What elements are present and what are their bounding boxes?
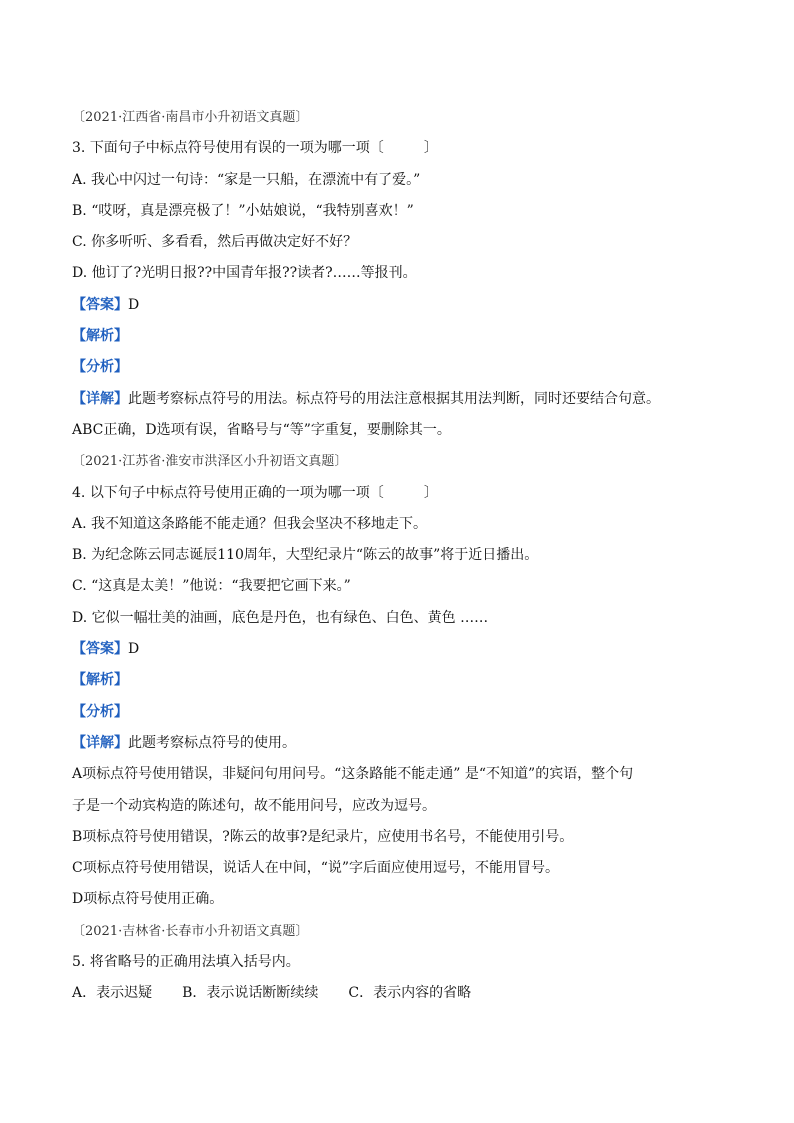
section-text: D <box>128 641 140 658</box>
question-stem <box>72 133 732 164</box>
section-tag: 【详解】 <box>72 734 128 751</box>
text-line: D. 他订了?光明日报??中国青年报??读者?……等报刊。 <box>72 265 417 282</box>
section-tag: 【详解】 <box>72 390 128 407</box>
answer-section <box>72 384 732 415</box>
bracket-close: 〕 <box>423 484 438 501</box>
section-tag: 【解析】 <box>72 672 128 689</box>
option-item: B．表示说话断断续续 <box>182 985 319 1002</box>
text-line: 5. 将省略号的正确用法填入括号内。 <box>72 954 300 971</box>
text-line: C项标点符号使用错误，说话人在中间，“说”字后面应使用逗号，不能用冒号。 <box>72 860 560 877</box>
section-tag: 【分析】 <box>72 703 128 720</box>
answer-section <box>72 634 732 665</box>
section-tag: 【解析】 <box>72 328 128 345</box>
text-line: D项标点符号使用正确。 <box>72 891 224 908</box>
text-line: C. 你多听听、多看看，然后再做决定好不好？ <box>72 234 358 251</box>
answer-section <box>72 352 732 383</box>
document-content <box>72 102 732 1010</box>
answer-section <box>72 697 732 728</box>
text-line: B. “哎呀，真是漂亮极了！”小姑娘说，“我特别喜欢！” <box>72 202 414 219</box>
question-text: 以下句子中标点符号使用正确的一项为哪一项〔 <box>89 484 384 501</box>
text-line: A. 我不知道这条路能不能走通？但我会坚决不移地走下。 <box>72 515 428 532</box>
question-stem <box>72 478 732 509</box>
text-line: B. 为纪念陈云同志诞辰110周年，大型纪录片“陈云的故事”将于近日播出。 <box>72 547 539 564</box>
question-number: 4. <box>72 484 86 501</box>
text-line: 子是一个动宾构造的陈述句，故不能用问号，应改为逗号。 <box>72 797 436 814</box>
option-list <box>72 978 732 1009</box>
question-source: 〔2021·吉林省·长春市小升初语文真题〕 <box>72 923 309 939</box>
answer-section <box>72 728 732 759</box>
text-line: D. 它似一幅壮美的油画，底色是丹色，也有绿色、白色、黄色 …… <box>72 609 489 626</box>
text-line: A项标点符号使用错误，非疑问句用问号。“这条路能不能走通” 是“不知道”的宾语，整个句 <box>72 766 634 783</box>
text-line: ABC正确，D选项有误，省略号与“等”字重复，要删除其一。 <box>72 421 451 438</box>
section-text: 此题考察标点符号的用法。标点符号的用法注意根据其用法判断，同时还要结合句意。 <box>128 390 660 407</box>
section-text: D <box>128 296 140 313</box>
answer-section <box>72 665 732 696</box>
question-number: 3. <box>72 140 86 157</box>
question-text: 下面句子中标点符号使用有误的一项为哪一项〔 <box>89 140 384 157</box>
section-tag: 【分析】 <box>72 359 128 376</box>
answer-section <box>72 290 732 321</box>
option-item: C．表示内容的省略 <box>348 985 472 1002</box>
bracket-close: 〕 <box>423 140 438 157</box>
text-line: C. “这真是太美！”他说：“我要把它画下来。” <box>72 578 351 595</box>
question-source: 〔2021·江苏省·淮安市洪泽区小升初语文真题〕 <box>72 454 348 470</box>
option-item: A．表示迟疑 <box>72 985 153 1002</box>
answer-section <box>72 321 732 352</box>
question-source: 〔2021·江西省·南昌市小升初语文真题〕 <box>72 110 309 125</box>
text-line: A. 我心中闪过一句诗：“家是一只船，在漂流中有了爱。” <box>72 171 421 188</box>
section-tag: 【答案】 <box>72 641 128 658</box>
text-line: B项标点符号使用错误，?陈云的故事?是纪录片，应使用书名号，不能使用引号。 <box>72 828 574 845</box>
section-tag: 【答案】 <box>72 296 128 313</box>
section-text: 此题考察标点符号的使用。 <box>128 734 296 751</box>
